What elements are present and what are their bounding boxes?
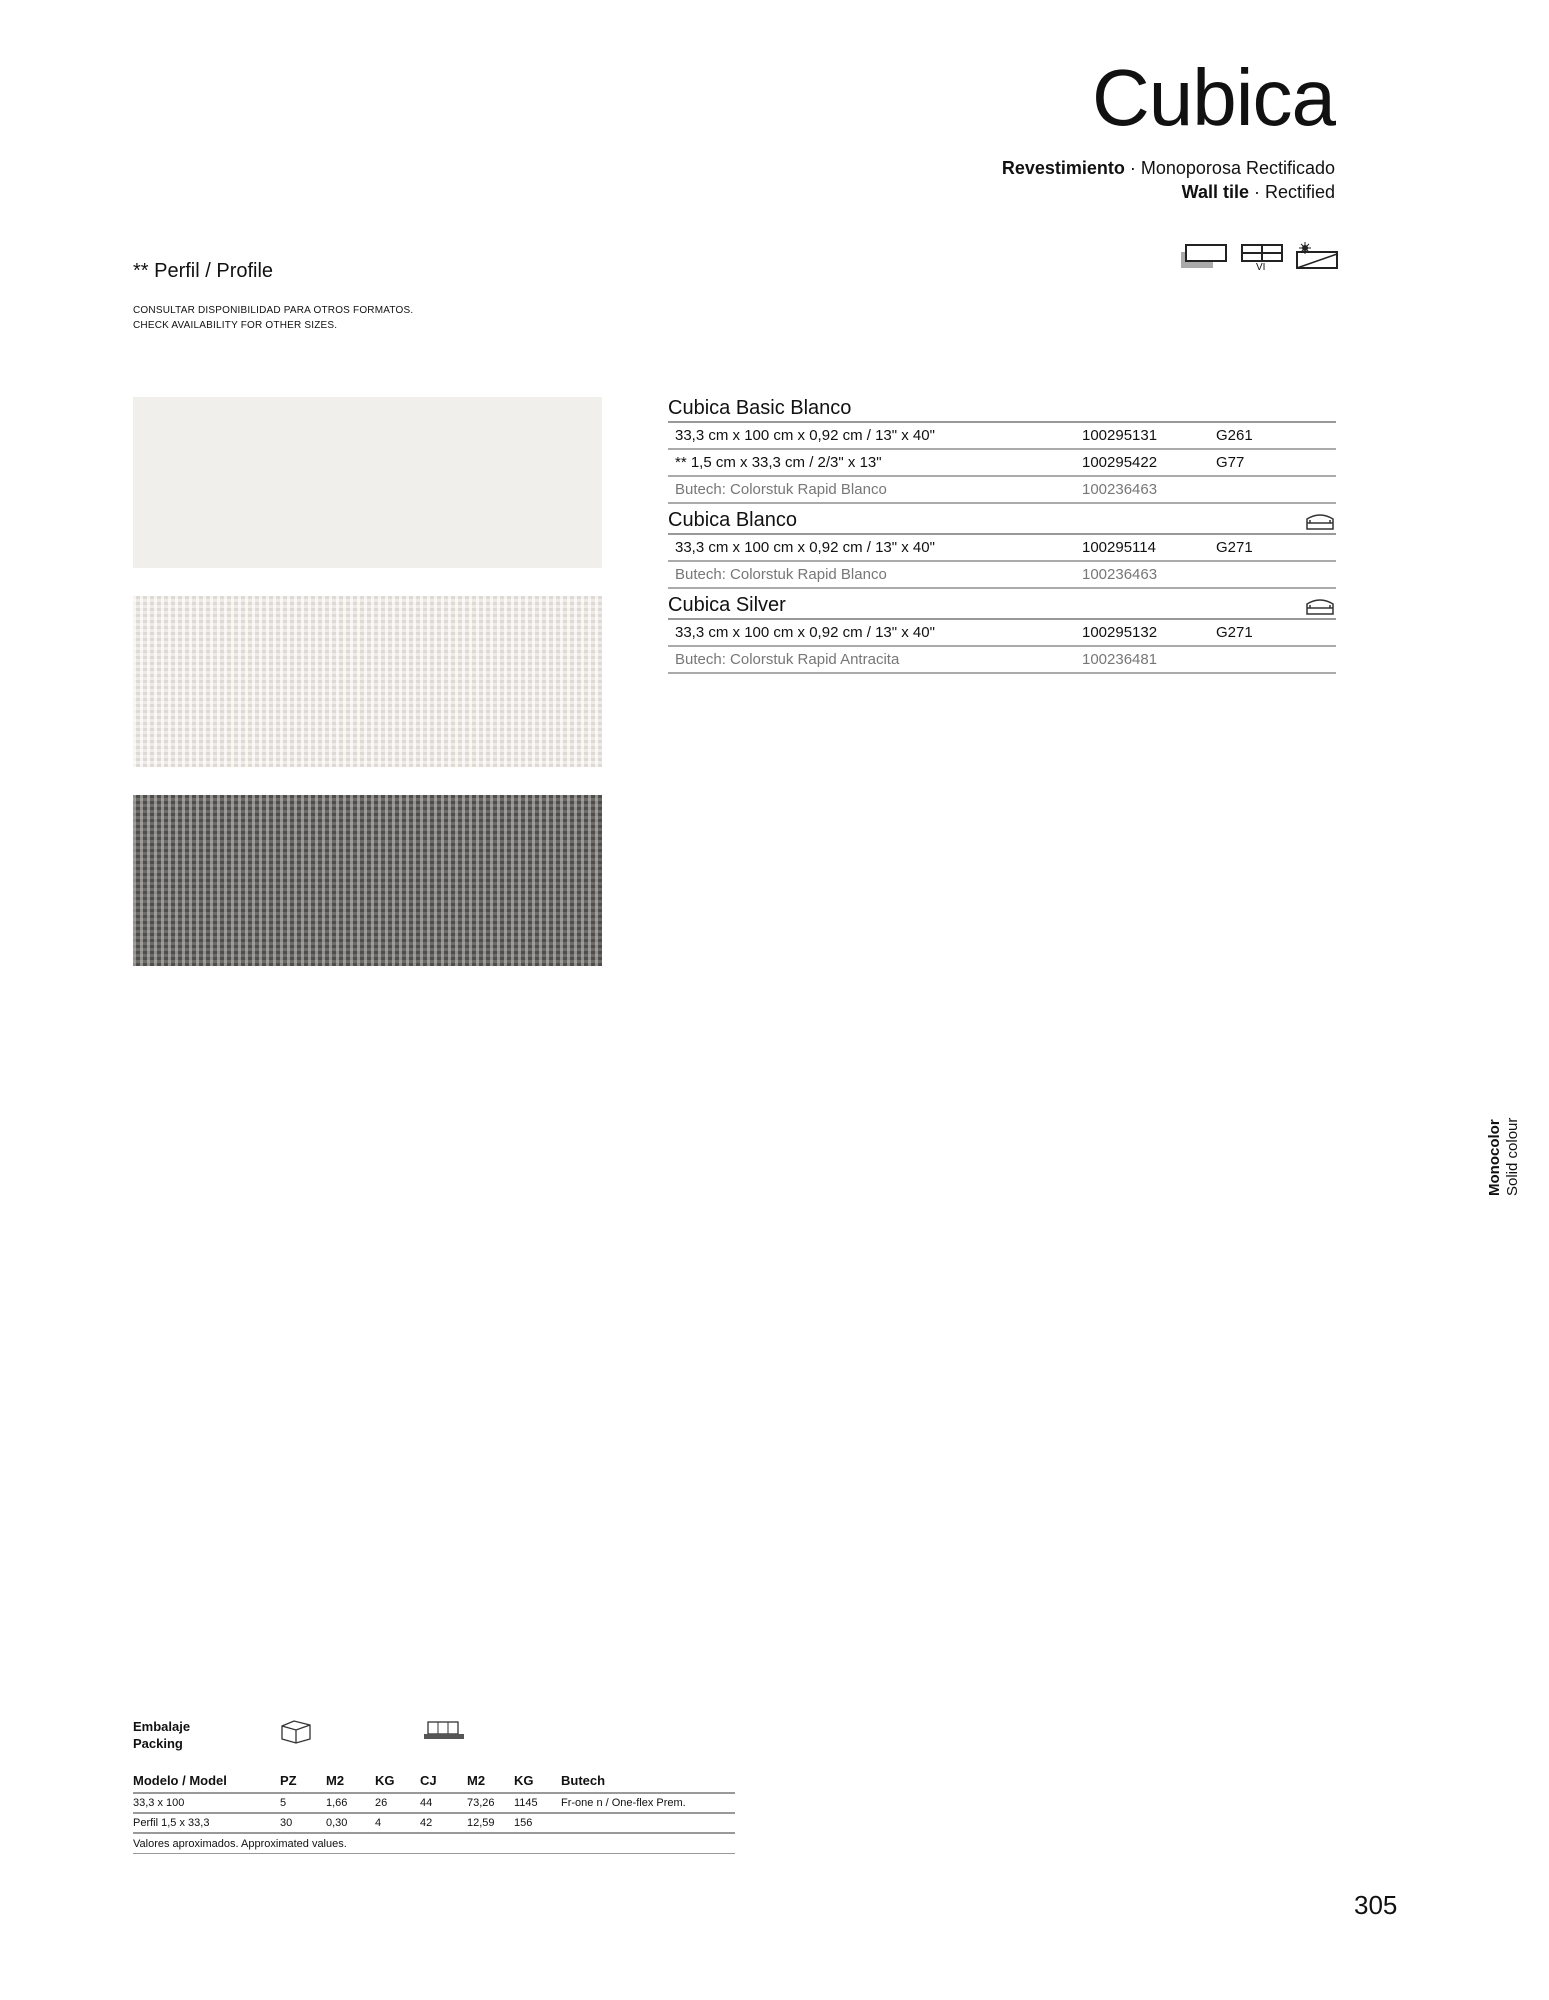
table-row: Butech: Colorstuk Rapid Antracita 100236481	[668, 647, 1336, 674]
page-title: Cubica	[1091, 53, 1335, 142]
packing-row: Perfil 1,5 x 33,3 30 0,30 4 42 12,59 156	[133, 1814, 735, 1834]
light-reflect-icon	[1295, 242, 1339, 270]
table-row: 33,3 cm x 100 cm x 0,92 cm / 13" x 40" 100295114 G271	[668, 535, 1336, 562]
subtitle-en: Wall tile · Rectified	[1181, 182, 1335, 202]
packing-note: Valores aproximados. Approximated values.	[133, 1834, 735, 1854]
table-row: 33,3 cm x 100 cm x 0,92 cm / 13" x 40" 100295132 G271	[668, 620, 1336, 647]
sofa-icon	[1304, 596, 1336, 616]
box-icon	[280, 1718, 312, 1744]
rectified-tile-icon	[1181, 242, 1229, 270]
category-side-label: Monocolor Solid colour	[1486, 1117, 1521, 1196]
table-row: ** 1,5 cm x 33,3 cm / 2/3" x 13" 100295422 G77	[668, 450, 1336, 477]
packing-row: 33,3 x 100 5 1,66 26 44 73,26 1145 Fr-one n / One-flex Prem.	[133, 1794, 735, 1814]
tile-image-basic-blanco	[133, 397, 602, 568]
table-row: Butech: Colorstuk Rapid Blanco 100236463	[668, 562, 1336, 589]
availability-note-en: CHECK AVAILABILITY FOR OTHER SIZES.	[133, 320, 338, 331]
spec-icons	[1181, 242, 1339, 273]
product-name: Cubica Blanco	[668, 504, 1336, 535]
table-row: 33,3 cm x 100 cm x 0,92 cm / 13" x 40" 100295131 G261	[668, 423, 1336, 450]
subtitle-es: Revestimiento · Monoporosa Rectificado	[1001, 158, 1335, 178]
availability-note-es: CONSULTAR DISPONIBILIDAD PARA OTROS FORMATOS.	[133, 305, 414, 316]
product-name: Cubica Basic Blanco	[668, 392, 1336, 423]
pallet-icon	[422, 1718, 466, 1744]
tile-image-silver	[133, 795, 602, 966]
page-number: 305	[1354, 1890, 1398, 1920]
wall-layout-icon: VI	[1241, 242, 1283, 270]
sofa-icon	[1304, 511, 1336, 531]
product-name: Cubica Silver	[668, 589, 1336, 620]
product-table	[668, 392, 1336, 674]
profile-label: ** Perfil / Profile	[133, 260, 274, 282]
packing-header-row: Modelo / Model PZ M2 KG CJ M2 KG Butech	[133, 1768, 735, 1794]
packing-table: Embalaje Packing Modelo / Model PZ M2 KG CJ M2 KG Butech 33,3 x 100 5 1,66 26 44 73,26 1145 Fr-one n / One-flex Prem. Perfil 1,5 x 33,3 30 0,30 4 42 12,59 156 Valores aproximados. Approximated values.	[133, 1718, 735, 1854]
tile-image-blanco	[133, 596, 602, 767]
table-row: Butech: Colorstuk Rapid Blanco 100236463	[668, 477, 1336, 504]
